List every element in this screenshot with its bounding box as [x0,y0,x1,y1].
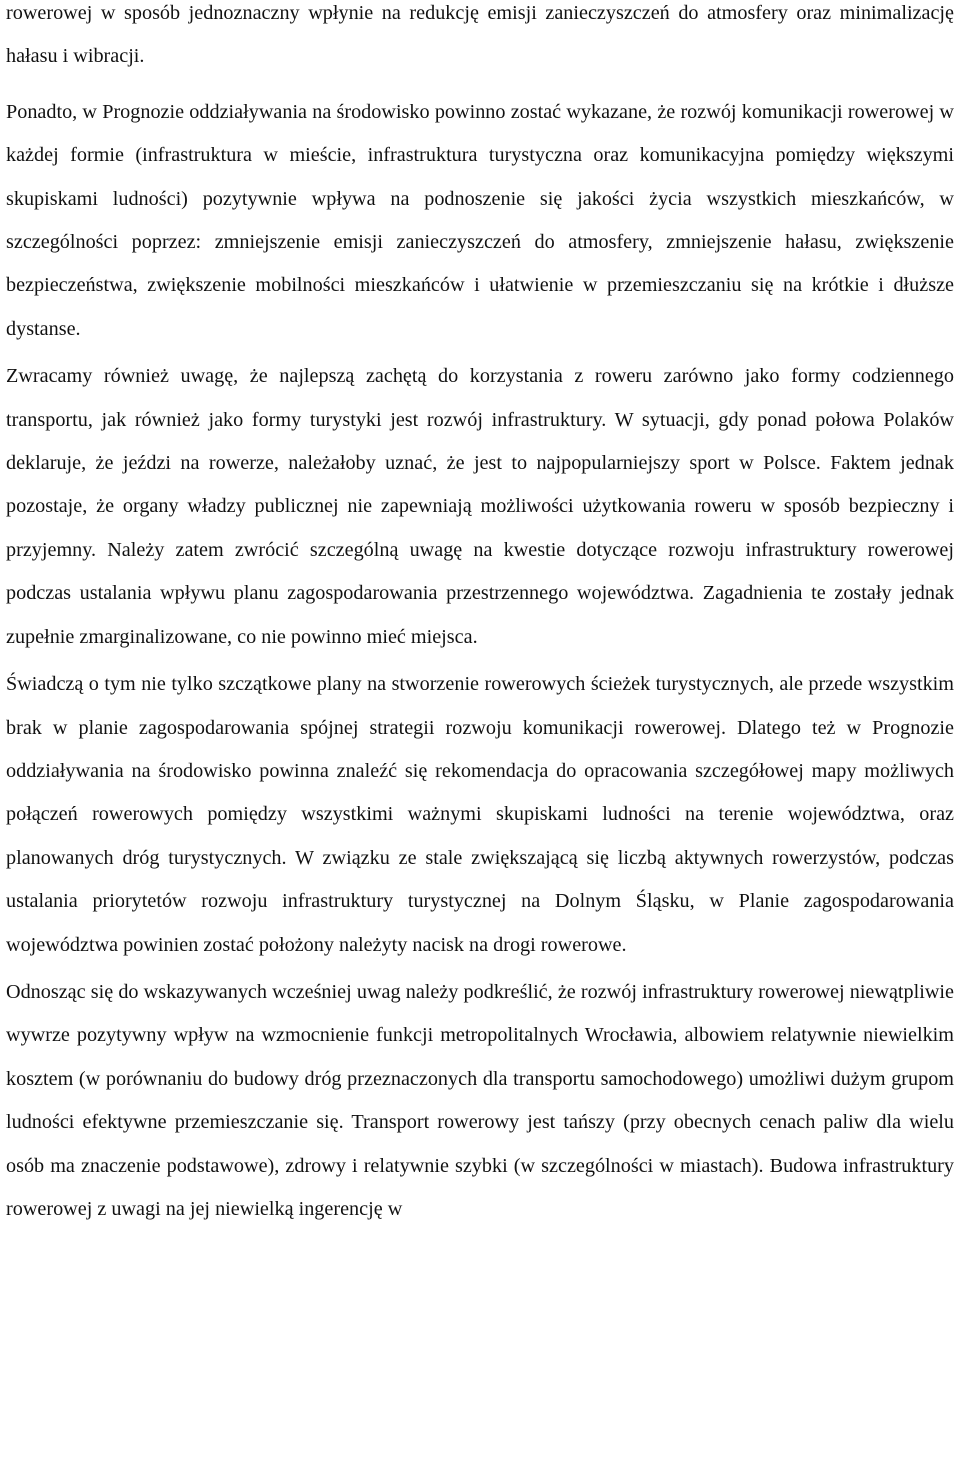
paragraph-3: Zwracamy również uwagę, że najlepszą zachętą do korzystania z roweru zarówno jako formy codziennego transportu, jak również jako formy turystyki jest rozwój infrastruktury. W sytuacji, gdy ponad połowa Polaków deklaruje, że jeździ na rowerze, należałoby uznać, że jest to najpopularniejszy sport w Polsce. Faktem jednak pozostaje, że organy władzy publicznej nie zapewniają możliwości użytkowania roweru w sposób bezpieczny i przyjemny. Należy zatem zwrócić szczególną uwagę na kwestie dotyczące rozwoju infrastruktury rowerowej podczas ustalania wpływu planu zagospodarowania przestrzennego województwa. Zagadnienia te zostały jednak zupełnie zmarginalizowane, co nie powinno mieć miejsca. [6,365,954,648]
paragraph-2: Ponadto, w Prognozie oddziaływania na środowisko powinno zostać wykazane, że rozwój komunikacji rowerowej w każdej formie (infrastruktura w mieście, infrastruktura turystyczna oraz komunikacyjna pomiędzy większymi skupiskami ludności) pozytywnie wpływa na podnoszenie się jakości życia wszystkich mieszkańców, w szczególności poprzez: zmniejszenie emisji zanieczyszczeń do atmosfery, zmniejszenie hałasu, zwiększenie bezpieczeństwa, zwiększenie mobilności mieszkańców i ułatwienie w przemieszczaniu się na krótkie i dłuższe dystanse. [6,100,954,340]
paragraph-5: Odnosząc się do wskazywanych wcześniej uwag należy podkreślić, że rozwój infrastruktury rowerowej niewątpliwie wywrze pozytywny wpływ na wzmocnienie funkcji metropolitalnych Wrocławia, albowiem relatywnie niewielkim kosztem (w porównaniu do budowy dróg przeznaczonych dla transportu samochodowego) umożliwi dużym grupom ludności efektywne przemieszczanie się. Transport rowerowy jest tańszy (przy obecnych cenach paliw dla wielu osób ma znaczenie podstawowe), zdrowy i relatywnie szybki (w szczególności w miastach). Budowa infrastruktury rowerowej z uwagi na jej niewielką ingerencję w [6,980,954,1220]
document-page [6,0,954,1231]
paragraph-1: rowerowej w sposób jednoznaczny wpłynie na redukcję emisji zanieczyszczeń do atmosfery oraz minimalizację hałasu i wibracji. [6,2,954,68]
paragraph-4: Świadczą o tym nie tylko szczątkowe plany na stworzenie rowerowych ścieżek turystycznych, ale przede wszystkim brak w planie zagospodarowania spójnej strategii rozwoju komunikacji rowerowej. Dlatego też w Prognozie oddziaływania na środowisko powinna znaleźć się rekomendacja do opracowania szczegółowej mapy możliwych połączeń rowerowych pomiędzy wszystkimi ważnymi skupiskami ludności na terenie województwa, oraz planowanych dróg turystycznych. W związku ze stale zwiększającą się liczbą aktywnych rowerzystów, podczas ustalania priorytetów rozwoju infrastruktury turystycznej na Dolnym Śląsku, w Planie zagospodarowania województwa powinien zostać położony należyty nacisk na drogi rowerowe. [6,673,954,956]
